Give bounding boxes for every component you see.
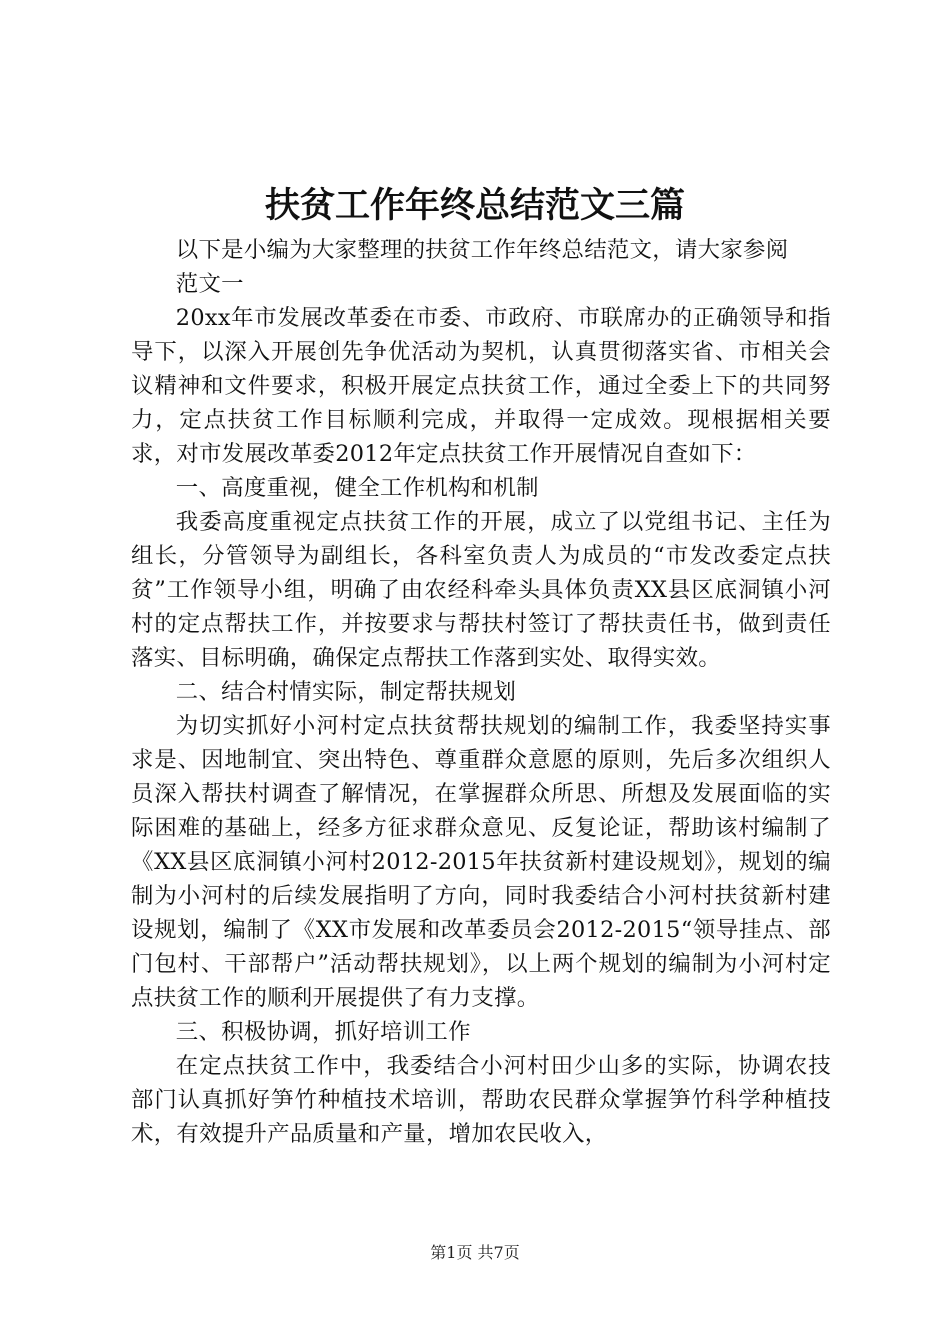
body-paragraph: 为切实抓好小河村定点扶贫帮扶规划的编制工作，我委坚持实事求是、因地制宜、突出特色、尊重群众意愿的原则，先后多次组织人员深入帮扶村调查了解情况，在掌握群众所思、所想及发展面临的实际困难的基础上，经多方征求群众意见、反复论证，帮助该村编制了《XX县区底洞镇小河村2012-2015年扶贫新村建设规划》，规划的编制为小河村的后续发展指明了方向，同时我委结合小河村扶贫新村建设规划，编制了《XX市发展和改革委员会2012-2015“领导挂点、部门包村、干部帮户”活动帮扶规划》，以上两个规划的编制为小河村定点扶贫工作的顺利开展提供了有力支撑。 [131, 713, 831, 1011]
section-heading-2: 二、结合村情实际，制定帮扶规划 [175, 679, 517, 705]
document-body [131, 233, 831, 1151]
body-paragraph: 在定点扶贫工作中，我委结合小河村田少山多的实际，协调农技部门认真抓好笋竹种植技术培训，帮助农民群众掌握笋竹科学种植技术，有效提升产品质量和产量，增加农民收入， [131, 1053, 831, 1147]
body-paragraph: 20xx年市发展改革委在市委、市政府、市联席办的正确领导和指导下，以深入开展创先争优活动为契机，认真贯彻落实省、市相关会议精神和文件要求，积极开展定点扶贫工作，通过全委上下的共同努力，定点扶贫工作目标顺利完成，并取得一定成效。现根据相关要求，对市发展改革委2012年定点扶贫工作开展情况自查如下： [131, 305, 831, 467]
document-title: 扶贫工作年终总结范文三篇 [264, 185, 685, 226]
section-label-sample-one: 范文一 [175, 271, 244, 297]
page-number-indicator: 第1页 共7页 [430, 1243, 520, 1262]
body-paragraph: 我委高度重视定点扶贫工作的开展，成立了以党组书记、主任为组长，分管领导为副组长，各科室负责人为成员的“市发改委定点扶贫”工作领导小组，明确了由农经科牵头具体负责XX县区底洞镇小河村的定点帮扶工作，并按要求与帮扶村签订了帮扶责任书，做到责任落实、目标明确，确保定点帮扶工作落到实处、取得实效。 [131, 509, 831, 671]
intro-paragraph: 以下是小编为大家整理的扶贫工作年终总结范文，请大家参阅 [175, 237, 789, 263]
section-heading-1: 一、高度重视，健全工作机构和机制 [175, 475, 539, 501]
page-footer [0, 1241, 950, 1265]
section-heading-3: 三、积极协调，抓好培训工作 [175, 1019, 471, 1045]
